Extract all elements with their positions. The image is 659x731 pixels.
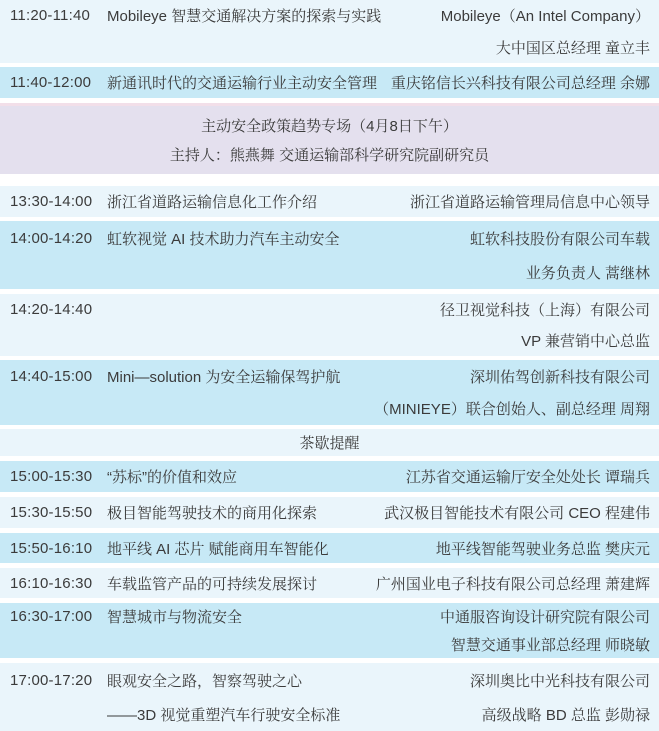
- session-time: 14:40-15:00: [10, 367, 93, 385]
- session-line: [10, 299, 650, 320]
- session-line: [10, 72, 650, 93]
- session-time: 13:30-14:00: [10, 193, 93, 210]
- session-time: 11:20-11:40: [10, 7, 91, 25]
- session-line: [10, 366, 650, 387]
- session-line: [10, 5, 650, 26]
- session-row: [0, 533, 659, 563]
- session-time: 11:40-12:00: [10, 74, 92, 91]
- session-line: [10, 37, 650, 58]
- session-time: 15:00-15:30: [10, 468, 93, 485]
- session-time: 15:30-15:50: [10, 504, 93, 521]
- session-title: 地平线 AI 芯片 赋能商用车智能化: [107, 540, 329, 558]
- session-row: [0, 461, 659, 492]
- session-line: [10, 634, 650, 655]
- session-time: 14:20-14:40: [10, 301, 93, 318]
- session-speaker: 虹软科技股份有限公司车载: [469, 230, 650, 248]
- break-notice: 茶歇提醒: [299, 435, 360, 452]
- session-line: [10, 191, 650, 212]
- session-line: [10, 606, 650, 627]
- break-row: [0, 429, 659, 456]
- session-speaker: 广州国业电子科技有限公司总经理 萧建辉: [375, 575, 650, 593]
- session-line: [10, 228, 650, 249]
- session-speaker: 江苏省交通运输厅安全处处长 谭瑞兵: [405, 469, 650, 486]
- session-line: [10, 330, 650, 351]
- session-speaker: 智慧交通事业部总经理 师晓敏: [450, 636, 650, 654]
- session-speaker: 大中国区总经理 童立丰: [495, 39, 650, 57]
- session-row: [0, 663, 659, 731]
- session-speaker: 高级战略 BD 总监 彭勋禄: [481, 706, 650, 724]
- session-title: Mobileye 智慧交通解决方案的探索与实践: [107, 8, 382, 26]
- session-time: 16:30-17:00: [10, 608, 93, 626]
- session-title: 眼观安全之路，智察驾驶之心: [107, 672, 303, 690]
- session-time: 14:00-14:20: [10, 229, 93, 247]
- session-speaker: 深圳佑驾创新科技有限公司: [469, 368, 650, 386]
- session-speaker: 径卫视觉科技（上海）有限公司: [439, 302, 650, 319]
- session-speaker: 武汉极目智能技术有限公司 CEO 程建伟: [384, 505, 650, 522]
- session-row: [0, 221, 659, 289]
- session-line: [10, 670, 650, 691]
- session-line: [10, 704, 650, 725]
- session-speaker: 浙江省道路运输管理局信息中心领导: [409, 194, 650, 211]
- section-header: [0, 103, 659, 174]
- session-time: 17:00-17:20: [10, 671, 93, 689]
- session-speaker: 重庆铭信长兴科技有限公司总经理 余娜: [390, 75, 650, 92]
- session-speaker: 地平线智能驾驶业务总监 樊庆元: [435, 540, 650, 558]
- session-row: [0, 67, 659, 98]
- session-row: [0, 294, 659, 356]
- session-speaker: （MINIEYE）联合创始人、副总经理 周翔: [374, 401, 650, 419]
- session-title: Mini—solution 为安全运输保驾护航: [107, 368, 341, 386]
- session-title: 极目智能驾驶技术的商用化探索: [107, 505, 318, 522]
- session-line: [10, 262, 650, 283]
- session-title: 车载监管产品的可持续发展探讨: [107, 575, 318, 593]
- session-title: “苏标”的价值和效应: [107, 469, 237, 486]
- session-speaker: 中通服咨询设计研究院有限公司: [439, 609, 650, 627]
- session-speaker: 深圳奥比中光科技有限公司: [469, 672, 650, 690]
- session-line: [10, 502, 650, 523]
- session-line: [10, 538, 650, 559]
- session-speaker: VP 兼营销中心总监: [521, 333, 650, 350]
- session-title: 浙江省道路运输信息化工作介绍: [107, 194, 318, 211]
- section-title: 主动安全政策趋势专场（4月8日下午）: [201, 117, 458, 135]
- session-row: [0, 497, 659, 528]
- session-title: ——3D 视觉重塑汽车行驶安全标准: [107, 706, 341, 724]
- session-time: 16:10-16:30: [10, 574, 93, 592]
- session-title: 智慧城市与物流安全: [107, 609, 243, 627]
- session-row: [0, 603, 659, 658]
- session-title: 虹软视觉 AI 技术助力汽车主动安全: [107, 230, 340, 248]
- session-speaker: Mobileye（An Intel Company）: [440, 8, 650, 26]
- session-line: [10, 466, 650, 487]
- session-row: [0, 568, 659, 598]
- session-line: [10, 398, 650, 419]
- session-title: 新通讯时代的交通运输行业主动安全管理: [107, 75, 378, 92]
- session-line: [10, 573, 650, 594]
- session-speaker: 业务负责人 蒿继林: [525, 264, 650, 282]
- session-row: [0, 0, 659, 63]
- session-row: [0, 186, 659, 217]
- section-moderator: 主持人：熊燕舞 交通运输部科学研究院副研究员: [169, 147, 490, 165]
- session-time: 15:50-16:10: [10, 539, 93, 557]
- session-row: [0, 360, 659, 425]
